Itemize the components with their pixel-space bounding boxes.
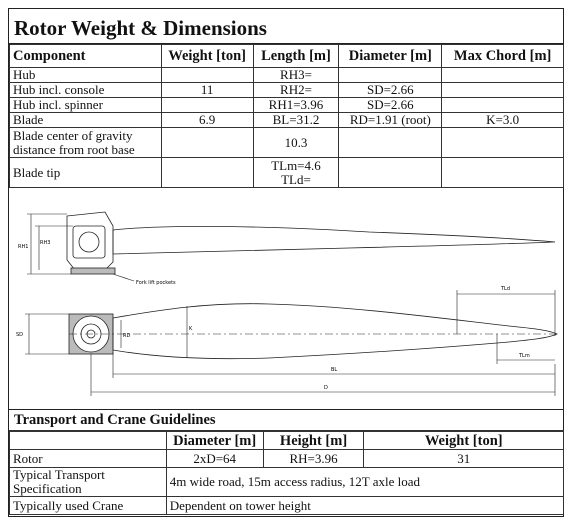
row-diameter: SD=2.66 xyxy=(339,98,442,113)
row-component: Blade xyxy=(10,113,162,128)
transport-spec-label: Typical Transport Specification xyxy=(10,468,167,497)
fork-lift-label: Fork lift pockets xyxy=(136,280,176,286)
row-weight xyxy=(161,158,253,188)
table-row xyxy=(10,450,564,468)
tip-dimension-lines xyxy=(457,290,555,364)
row-component: Blade tip xyxy=(10,158,162,188)
header-height: Height [m] xyxy=(263,432,364,450)
row-diameter xyxy=(339,68,442,83)
crane-value: Dependent on tower height xyxy=(166,497,563,515)
rotor-diameter: 2xD=64 xyxy=(166,450,263,468)
rotor-spec-sheet xyxy=(8,8,564,517)
header-weight: Weight [ton] xyxy=(161,45,253,68)
row-length: RH1=3.96 xyxy=(253,98,339,113)
d-label: D xyxy=(324,385,328,391)
rotor-label: Rotor xyxy=(10,450,167,468)
row-component: Hub xyxy=(10,68,162,83)
header-weight: Weight [ton] xyxy=(364,432,564,450)
tip-length-tlm: TLm=4.6 xyxy=(271,157,321,173)
row-weight: 6.9 xyxy=(161,113,253,128)
rh1-label: RH1 xyxy=(18,244,29,250)
crane-label: Typically used Crane xyxy=(10,497,167,515)
row-length: BL=31.2 xyxy=(253,113,339,128)
row-chord xyxy=(442,128,564,158)
transport-spec-value: 4m wide road, 15m access radius, 12T axle load xyxy=(166,468,563,497)
header-max-chord: Max Chord [m] xyxy=(442,45,564,68)
row-chord: K=3.0 xyxy=(442,113,564,128)
blade-side-view xyxy=(113,226,555,254)
tlm-label: TLm xyxy=(519,353,530,359)
rotor-dimensions-table xyxy=(9,44,564,188)
transport-section-title: Transport and Crane Guidelines xyxy=(9,409,564,431)
row-chord xyxy=(442,158,564,188)
hub-side-view xyxy=(67,212,115,274)
table-row xyxy=(10,68,564,83)
row-length: RH2= xyxy=(253,83,339,98)
table-row xyxy=(10,113,564,128)
rotor-weight: 31 xyxy=(364,450,564,468)
table-row xyxy=(10,158,564,188)
row-component: Blade center of gravity distance from root base xyxy=(10,128,162,158)
table-row xyxy=(10,83,564,98)
header-blank xyxy=(10,432,167,450)
header-length: Length [m] xyxy=(253,45,339,68)
header-diameter: Diameter [m] xyxy=(339,45,442,68)
table-header-row xyxy=(10,45,564,68)
table-row xyxy=(10,468,564,497)
length-dimension-lines xyxy=(91,352,555,396)
row-diameter xyxy=(339,128,442,158)
row-weight xyxy=(161,128,253,158)
row-weight xyxy=(161,98,253,113)
rd-label: RD xyxy=(123,333,131,339)
rh3-label: RH3 xyxy=(40,240,51,246)
blade-hub-drawing-svg xyxy=(9,202,564,409)
row-diameter xyxy=(339,158,442,188)
transport-header-row xyxy=(10,432,564,450)
rotor-height: RH=3.96 xyxy=(263,450,364,468)
header-diameter: Diameter [m] xyxy=(166,432,263,450)
transport-crane-table xyxy=(9,431,564,515)
tld-label: TLd xyxy=(501,286,511,292)
row-length xyxy=(253,158,339,188)
sheet-title: Rotor Weight & Dimensions xyxy=(9,9,563,44)
tip-length-tld: TLd= xyxy=(281,171,311,187)
row-component: Hub incl. spinner xyxy=(10,98,162,113)
row-chord xyxy=(442,68,564,83)
row-chord xyxy=(442,98,564,113)
row-component: Hub incl. console xyxy=(10,83,162,98)
row-diameter: RD=1.91 (root) xyxy=(339,113,442,128)
k-label: K xyxy=(189,326,193,332)
rotor-technical-drawing xyxy=(9,202,564,410)
table-row xyxy=(10,497,564,515)
header-component: Component xyxy=(10,45,162,68)
row-chord xyxy=(442,83,564,98)
sd-label: SD xyxy=(16,332,24,338)
bl-label: BL xyxy=(331,367,338,373)
fork-lift-leader xyxy=(113,274,134,281)
blade-plan-view xyxy=(113,304,557,359)
row-length: RH3= xyxy=(253,68,339,83)
row-weight: 11 xyxy=(161,83,253,98)
row-diameter: SD=2.66 xyxy=(339,83,442,98)
row-length: 10.3 xyxy=(253,128,339,158)
row-weight xyxy=(161,68,253,83)
table-row xyxy=(10,128,564,158)
table-row xyxy=(10,98,564,113)
